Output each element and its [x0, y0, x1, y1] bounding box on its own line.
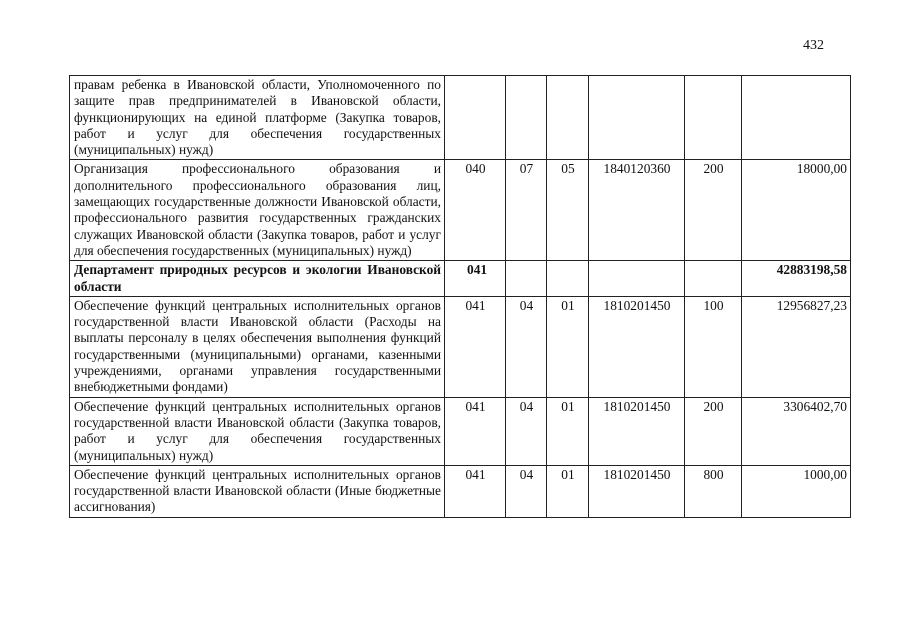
page-number: 432	[803, 38, 824, 53]
ministry-code-cell: 041	[445, 465, 506, 517]
table-row	[70, 160, 851, 261]
target-article-cell	[589, 76, 685, 160]
subsection-code-cell: 01	[547, 465, 589, 517]
expense-type-cell: 800	[685, 465, 742, 517]
section-code-cell: 07	[506, 160, 547, 261]
target-article-cell: 1810201450	[589, 465, 685, 517]
subsection-code-cell: 01	[547, 397, 589, 465]
ministry-code-cell: 041	[445, 261, 506, 297]
section-code-cell: 04	[506, 465, 547, 517]
description-cell: Департамент природных ресурсов и экологии Ивановской области	[70, 261, 445, 297]
table-row	[70, 465, 851, 517]
description-cell: правам ребенка в Ивановской области, Уполномоченного по защите прав предпринимателей в Ивановской области, функционирующих на единой платформе (Закупка товаров, работ и услуг для обеспечения государственных (муниципальных) нужд)	[70, 76, 445, 160]
budget-table-body	[70, 76, 851, 518]
amount-cell: 18000,00	[742, 160, 851, 261]
table-row	[70, 76, 851, 160]
description-cell: Обеспечение функций центральных исполнительных органов государственной власти Ивановской области (Закупка товаров, работ и услуг для обеспечения государственных (муниципальных) нужд)	[70, 397, 445, 465]
subsection-code-cell	[547, 76, 589, 160]
description-cell: Обеспечение функций центральных исполнительных органов государственной власти Ивановской области (Расходы на выплаты персоналу в целях обеспечения выполнения функций государственными (муниципальными) органами, казенными учреждениями, органами управления государственными внебюджетными фондами)	[70, 296, 445, 397]
expense-type-cell: 200	[685, 160, 742, 261]
table-row-section-header	[70, 261, 851, 297]
subsection-code-cell: 01	[547, 296, 589, 397]
ministry-code-cell: 040	[445, 160, 506, 261]
section-code-cell: 04	[506, 296, 547, 397]
ministry-code-cell: 041	[445, 296, 506, 397]
expense-type-cell	[685, 76, 742, 160]
description-cell: Организация профессионального образования и дополнительного профессионального образования лиц, замещающих государственные должности Ивановской области, профессионального развития государственных гражданских служащих Ивановской области (Закупка товаров, работ и услуг для обеспечения государственных (муниципальных) нужд)	[70, 160, 445, 261]
amount-cell: 3306402,70	[742, 397, 851, 465]
amount-cell: 1000,00	[742, 465, 851, 517]
section-code-cell: 04	[506, 397, 547, 465]
target-article-cell: 1810201450	[589, 296, 685, 397]
amount-cell: 12956827,23	[742, 296, 851, 397]
subsection-code-cell	[547, 261, 589, 297]
ministry-code-cell: 041	[445, 397, 506, 465]
budget-table	[69, 75, 851, 518]
target-article-cell	[589, 261, 685, 297]
table-row	[70, 296, 851, 397]
description-cell: Обеспечение функций центральных исполнительных органов государственной власти Ивановской области (Иные бюджетные ассигнования)	[70, 465, 445, 517]
ministry-code-cell	[445, 76, 506, 160]
expense-type-cell: 200	[685, 397, 742, 465]
amount-cell: 42883198,58	[742, 261, 851, 297]
target-article-cell: 1840120360	[589, 160, 685, 261]
table-row	[70, 397, 851, 465]
amount-cell	[742, 76, 851, 160]
expense-type-cell	[685, 261, 742, 297]
section-code-cell	[506, 261, 547, 297]
subsection-code-cell: 05	[547, 160, 589, 261]
target-article-cell: 1810201450	[589, 397, 685, 465]
expense-type-cell: 100	[685, 296, 742, 397]
section-code-cell	[506, 76, 547, 160]
